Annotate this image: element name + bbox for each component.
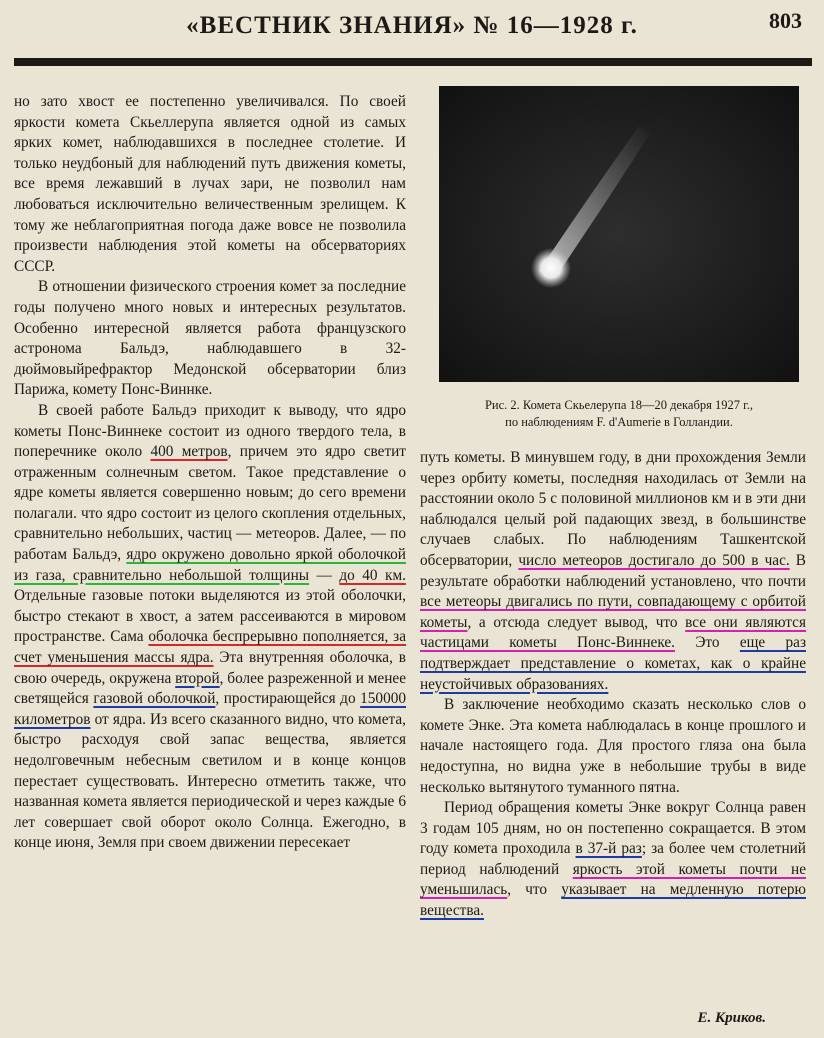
highlight-slow-loss: указывает на медленную потерю вещества.	[420, 881, 806, 920]
highlight-400-meters: 400 метров	[150, 443, 228, 461]
highlight-second: второй	[175, 669, 220, 687]
text-run: , простирающейся до	[215, 690, 361, 708]
highlight-meteor-count: число метеоров достигало до 500 в час.	[518, 551, 790, 569]
text-run: , более разреженной и менее светящейся	[14, 669, 406, 708]
text-run: от ядра. Из всего сказанного видно, что комета, быстро расходуя свой запас вещества, является недолговечным небесным светилом и в конце концов перестает существовать. Интересно отметить также, что названная комета является периодической и через каждые 6 лет совершает свой оборот около Солнца. Ежегодно, в конце июня, Земля при своем движении пересекает	[14, 710, 406, 852]
highlight-shell-replenish: оболочка беспрерывно пополняется, за счет уменьшения массы ядра.	[14, 628, 406, 667]
text-run: —	[309, 566, 340, 584]
comet-head	[531, 248, 571, 288]
left-paragraph-2: В отношении физического строения комет за последние годы получено много новых и интересных результатов. Особенно интересной является работа французского астронома Бальдэ, наблюдавшего в 32-дюймовыйрефрактор Медонской обсерватории близ Парижа, комету Понс-Виннке.	[14, 278, 406, 399]
journal-title: «ВЕСТНИК ЗНАНИЯ» № 16—1928 г.	[186, 12, 638, 39]
page-number: 803	[769, 8, 802, 33]
text-run: ; за более чем столетний период наблюдений	[420, 840, 806, 878]
figure-caption	[432, 397, 806, 431]
caption-line-2: по наблюдениям F. d'Aumerie в Голландии.	[505, 415, 733, 429]
highlight-150000-km: 150000 километров	[14, 690, 407, 728]
highlight-37th-time: в 37-й раз	[575, 840, 642, 858]
text-run: , а отсюда следует вывод, что	[467, 613, 686, 631]
text-run: Эта внутренняя оболочка, в свою очередь, окружена	[14, 649, 406, 687]
highlight-unstable-formations: еще раз подтверждает представление о кометах, как о крайне неустойчивых образованиях.	[420, 634, 806, 693]
highlight-40-km: до 40 км.	[339, 566, 406, 584]
highlight-brightness: яркость этой кометы почти не уменьшилась	[420, 860, 806, 899]
text-run: В своей работе Бальдэ приходит к выводу, что ядро кометы Понс-Виннеке состоит из одного твердого тела, в поперечнике около	[14, 401, 406, 461]
highlight-gas-shell: ядро окружено довольно яркой оболочкой из газа, сравнительно небольшой толщины	[14, 546, 406, 584]
text-run: , что	[507, 881, 562, 899]
right-column	[420, 448, 806, 922]
right-paragraph-2: В заключение необходимо сказать несколько слов о комете Энке. Эта комета наблюдалась в конце прошлого и начале настоящего года. Для простого гляза она была недоступна, но видна уже в небольшие трубы в виде несколько вытянутого туманного пятна.	[420, 696, 806, 796]
left-column	[14, 92, 406, 854]
author-signature: Е. Криков.	[697, 1010, 766, 1026]
text-run: Это	[675, 634, 740, 652]
highlight-gas-envelope: газовой оболочкой	[93, 690, 216, 708]
header-rule	[14, 58, 812, 66]
highlight-comet-particles: все они являются частицами кометы Понс-Виннеке.	[420, 613, 806, 652]
text-run: Отдельные газовые потоки выделяются из этой оболочки, быстро стекают в хвост, а затем рассеиваются в мировом пространстве. Сама	[14, 587, 406, 646]
text-run: Период обращения кометы Энке вокруг Солнца равен 3 годам 105 дням, но он постепенно сокращается. В этом году комета проходила	[420, 799, 806, 858]
highlight-meteor-orbit: все метеоры двигались по пути, совпадающему с орбитой кометы	[420, 593, 806, 631]
caption-line-1: Рис. 2. Комета Скьелерупа 18—20 декабря 1927 г.,	[484, 398, 754, 412]
page-header	[0, 0, 824, 44]
comet-photo	[439, 86, 799, 382]
comet-illustration	[439, 86, 799, 382]
left-paragraph-1: но зато хвост ее постепенно увеличивался. По своей яркости комета Скьеллерупа является одной из самых ярких комет, наблюдавшихся в последнее столетие. И только неудбоный для наблюдений путь движения кометы, все время лежавший в лучах зари, не позволил нам любоваться исключительно величественным зрелищем. К тому же неблагоприятная погода даже вовсе не позволила произвести наблюдения этой кометы на обсерваториях СССР.	[14, 93, 406, 275]
text-run: , причем это ядро светит отраженным солнечным светом. Такое представление о ядре кометы является совершенно новым; до сего времени полагали. что ядро состоит из целого скопления отдельных, сравнительно небольших, частиц — метеоров. Далее, — по работам Бальдэ,	[14, 443, 406, 564]
right-paragraph-3	[420, 798, 806, 922]
text-run: В результате обработки наблюдений установлено, что почти	[420, 551, 806, 590]
left-paragraph-3	[14, 401, 406, 854]
right-paragraph-1	[420, 448, 806, 695]
text-run: путь кометы. В минувшем году, в дни прохождения Земли через орбиту кометы, последняя находилась от Земли на расстоянии около 5 с половиной миллионов км и в эти дни наблюдался целый рой падающих звезд, в большинстве случаев слабых. По наблюдениям Ташкентской обсерватории,	[420, 449, 806, 569]
